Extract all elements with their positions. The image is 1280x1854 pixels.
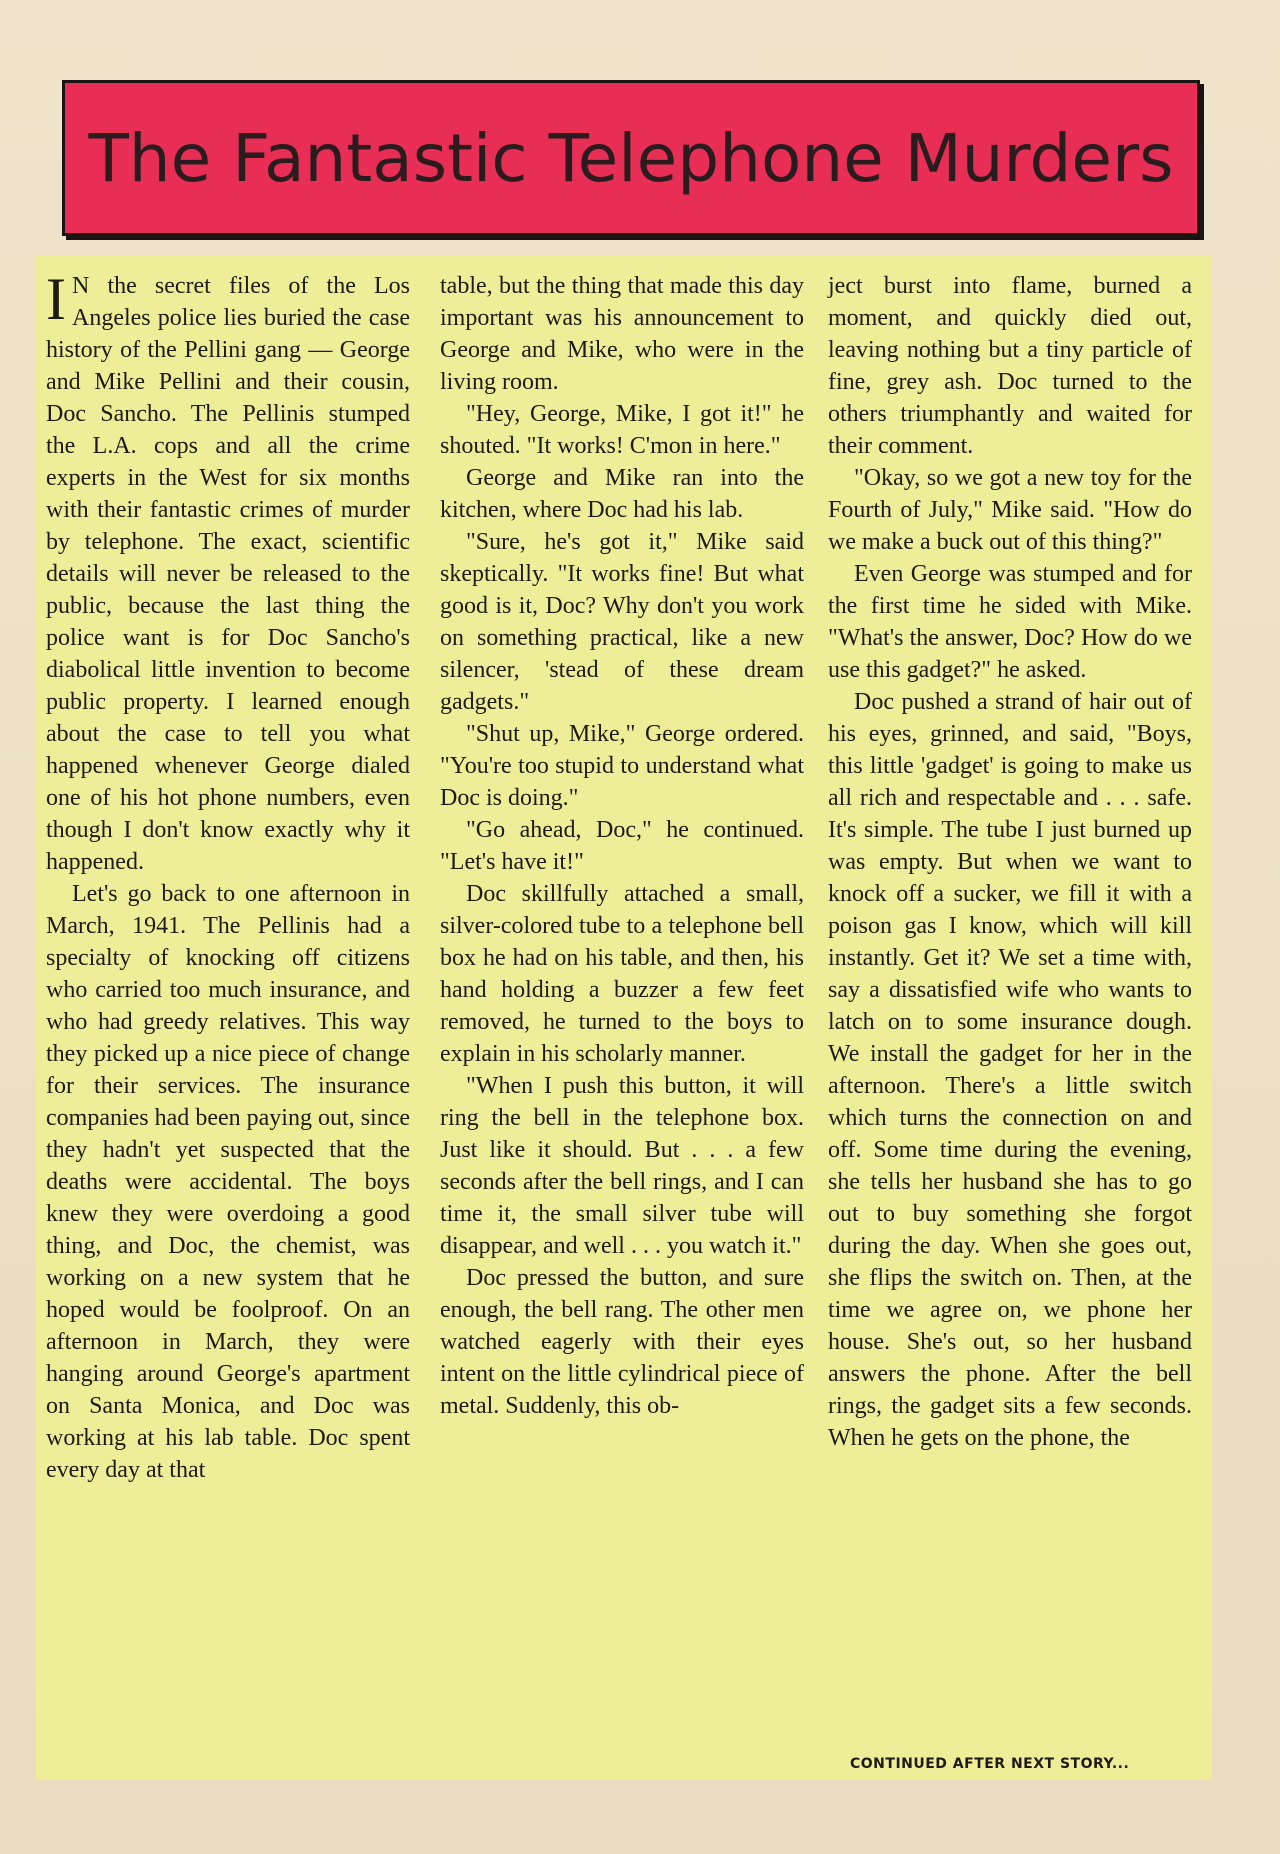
drop-cap: I xyxy=(46,266,66,332)
paragraph: "When I push this button, it will ring the bell in the telephone box. Just like it should. But . . . a few seconds after the bell rings, and I can time it, the small silver tube will disappear, and well . . . you watch it." xyxy=(440,1073,804,1259)
paragraph: "Go ahead, Doc," he continued. "Let's have it!" xyxy=(440,817,804,875)
column-1 xyxy=(46,266,410,1486)
paragraph: Even George was stumped and for the first time he sided with Mike. "What's the answer, Doc? How do we use this gadget?" he asked. xyxy=(828,561,1192,683)
column-3 xyxy=(828,270,1192,1454)
paragraph: "Okay, so we got a new toy for the Fourth of July," Mike said. "How do we make a buck out of this thing?" xyxy=(828,465,1192,555)
column-2 xyxy=(440,270,804,1422)
paragraph: "Shut up, Mike," George ordered. "You're too stupid to understand what Doc is doing." xyxy=(440,721,804,811)
paragraph: ject burst into flame, burned a moment, and quickly died out, leaving nothing but a tiny particle of fine, grey ash. Doc turned to the others triumphantly and waited for their comment. xyxy=(828,273,1192,459)
paragraph: George and Mike ran into the kitchen, where Doc had his lab. xyxy=(440,465,804,523)
continued-note: CONTINUED AFTER NEXT STORY... xyxy=(850,1756,1130,1772)
paragraph: "Hey, George, Mike, I got it!" he shouted. "It works! C'mon in here." xyxy=(440,401,804,459)
paragraph: table, but the thing that made this day important was his announcement to George and Mike, who were in the living room. xyxy=(440,273,804,395)
paragraph: Let's go back to one afternoon in March, 1941. The Pellinis had a specialty of knocking off citizens who carried too much insurance, and who had greedy relatives. This way they picked up a nice piece of change for their services. The insurance companies had been paying out, since they hadn't yet suspected that the deaths were accidental. The boys knew they were overdoing a good thing, and Doc, the chemist, was working on a new system that he hoped would be foolproof. On an afternoon in March, they were hanging around George's apartment on Santa Monica, and Doc was working at his lab table. Doc spent every day at that xyxy=(46,881,410,1483)
paragraph: Doc pressed the button, and sure enough, the bell rang. The other men watched eagerly with their eyes intent on the little cylindrical piece of metal. Suddenly, this ob- xyxy=(440,1265,804,1419)
story-title: The Fantastic Telephone Murders xyxy=(88,119,1174,197)
paragraph: Doc pushed a strand of hair out of his eyes, grinned, and said, "Boys, this little 'gadget' is going to make us all rich and respectable and . . . safe. It's simple. The tube I just burned up was empty. But when we want to knock off a sucker, we fill it with a poison gas I know, which will kill instantly. Get it? We set a time with, say a dissatisfied wife who wants to latch on to some insurance dough. We install the gadget for her in the afternoon. There's a little switch which turns the connection on and off. Some time during the evening, she tells her husband she has to go out to buy something she forgot during the day. When she goes out, she flips the switch on. Then, at the time we agree on, we phone her house. She's out, so her husband answers the phone. After the bell rings, the gadget sits a few seconds. When he gets on the phone, the xyxy=(828,689,1192,1451)
paragraph-text: N the secret files of the Los Angeles police lies buried the case history of the Pellini gang — George and Mike Pellini and their cousin, Doc Sancho. The Pellinis stumped the L.A. cops and all the crime experts in the West for six months with their fantastic crimes of murder by telephone. The exact, scientific details will never be released to the public, because the last thing the police want is for Doc Sancho's diabolical little invention to become public property. I learned enough about the case to tell you what happened whenever George dialed one of his hot phone numbers, even though I don't know exactly why it happened. xyxy=(46,273,410,875)
paragraph xyxy=(46,266,410,878)
title-banner xyxy=(62,80,1200,236)
paragraph: Doc skillfully attached a small, silver-colored tube to a telephone bell box he had on his table, and then, his hand holding a buzzer a few feet removed, he turned to the boys to explain in his scholarly manner. xyxy=(440,881,804,1067)
paragraph: "Sure, he's got it," Mike said skeptically. "It works fine! But what good is it, Doc? Why don't you work on something practical, like a new silencer, 'stead of these dream gadgets." xyxy=(440,529,804,715)
